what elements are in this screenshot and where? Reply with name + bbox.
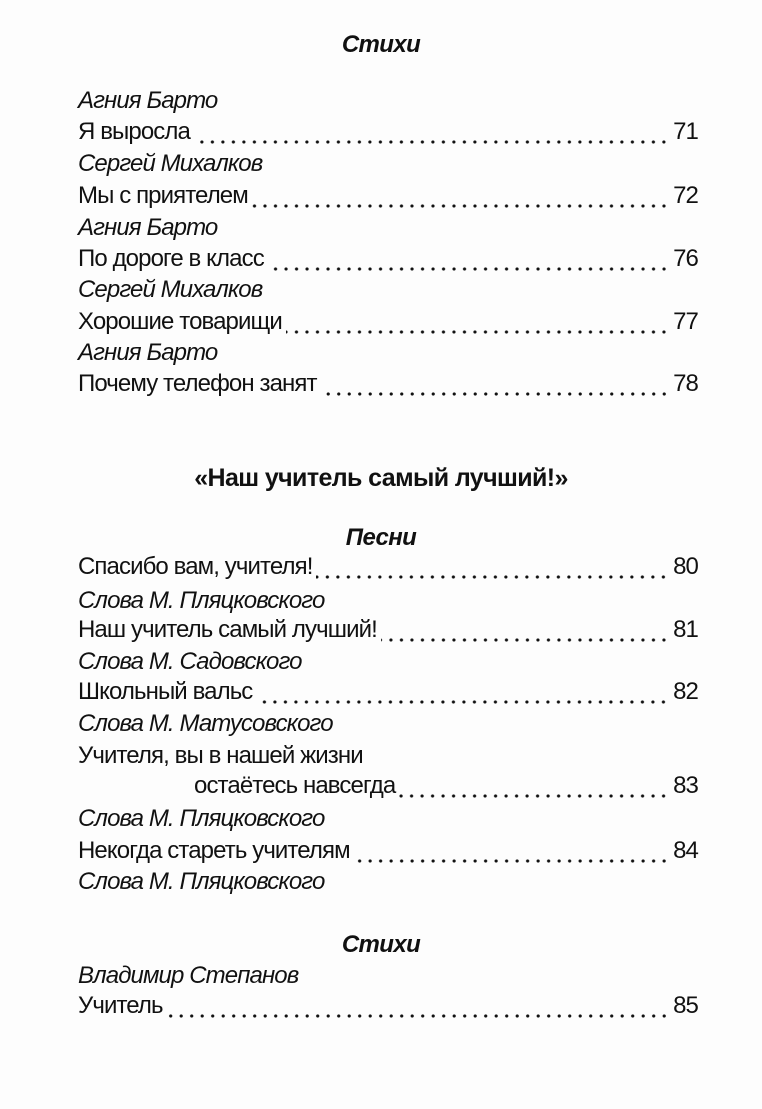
toc-entry[interactable] [78, 307, 698, 337]
entry-title: Хорошие товарищи [78, 308, 282, 335]
page-number: 81 [673, 616, 698, 643]
credit: Слова М. Пляцковского [78, 868, 325, 895]
section-heading: Песни [345, 524, 417, 551]
page-number: 76 [673, 245, 698, 272]
entry-title: Я выросла [78, 118, 190, 145]
page-number: 80 [673, 553, 698, 580]
dot-leader [167, 991, 669, 1021]
entry-title: По дороге в класс [78, 245, 264, 272]
dot-leader [399, 771, 669, 801]
toc-entry[interactable] [78, 181, 698, 211]
page-number: 83 [673, 772, 698, 799]
page-number: 85 [673, 992, 698, 1019]
toc-entry[interactable] [78, 991, 698, 1021]
entry-title: Почему телефон занят [78, 370, 317, 397]
author: Агния Барто [78, 339, 218, 366]
dot-leader [256, 677, 669, 707]
entry-title: Учитель [78, 992, 163, 1019]
entry-title: Спасибо вам, учителя! [78, 553, 313, 580]
entry-title: Мы с приятелем [78, 182, 248, 209]
toc-entry[interactable] [78, 677, 698, 707]
dot-leader [286, 307, 669, 337]
dot-leader [194, 117, 669, 147]
author: Агния Барто [78, 87, 218, 114]
dot-leader [268, 244, 669, 274]
section-heading: Стихи [341, 31, 421, 58]
credit: Слова М. Садовского [78, 648, 302, 675]
dot-leader [321, 369, 669, 399]
page-number: 77 [673, 308, 698, 335]
credit: Слова М. Матусовского [78, 710, 333, 737]
page-number: 78 [673, 370, 698, 397]
entry-title: Наш учитель самый лучший! [78, 616, 377, 643]
dot-leader [252, 181, 669, 211]
toc-entry[interactable] [78, 117, 698, 147]
entry-title: Некогда стареть учителям [78, 837, 350, 864]
toc-entry[interactable] [78, 836, 698, 866]
toc-entry[interactable] [78, 615, 698, 645]
entry-title-continued: остаётесь навсегда [194, 772, 396, 799]
page-number: 72 [673, 182, 698, 209]
dot-leader [316, 552, 669, 582]
entry-title: Школьный вальс [78, 678, 253, 705]
toc-entry[interactable] [78, 369, 698, 399]
toc-entry[interactable] [78, 771, 698, 801]
author: Владимир Степанов [78, 962, 299, 989]
page-number: 82 [673, 678, 698, 705]
credit: Слова М. Пляцковского [78, 587, 325, 614]
author: Агния Барто [78, 214, 218, 241]
credit: Слова М. Пляцковского [78, 805, 325, 832]
toc-entry[interactable] [78, 244, 698, 274]
page-number: 84 [673, 837, 698, 864]
chapter-heading: «Наш учитель самый лучший!» [194, 464, 568, 492]
dot-leader [354, 836, 669, 866]
entry-title-line[interactable]: Учителя, вы в нашей жизни [78, 742, 363, 769]
section-heading: Стихи [341, 931, 421, 958]
toc-entry[interactable] [78, 552, 698, 582]
dot-leader [381, 615, 669, 645]
page-number: 71 [673, 118, 698, 145]
author: Сергей Михалков [78, 150, 263, 177]
author: Сергей Михалков [78, 276, 263, 303]
